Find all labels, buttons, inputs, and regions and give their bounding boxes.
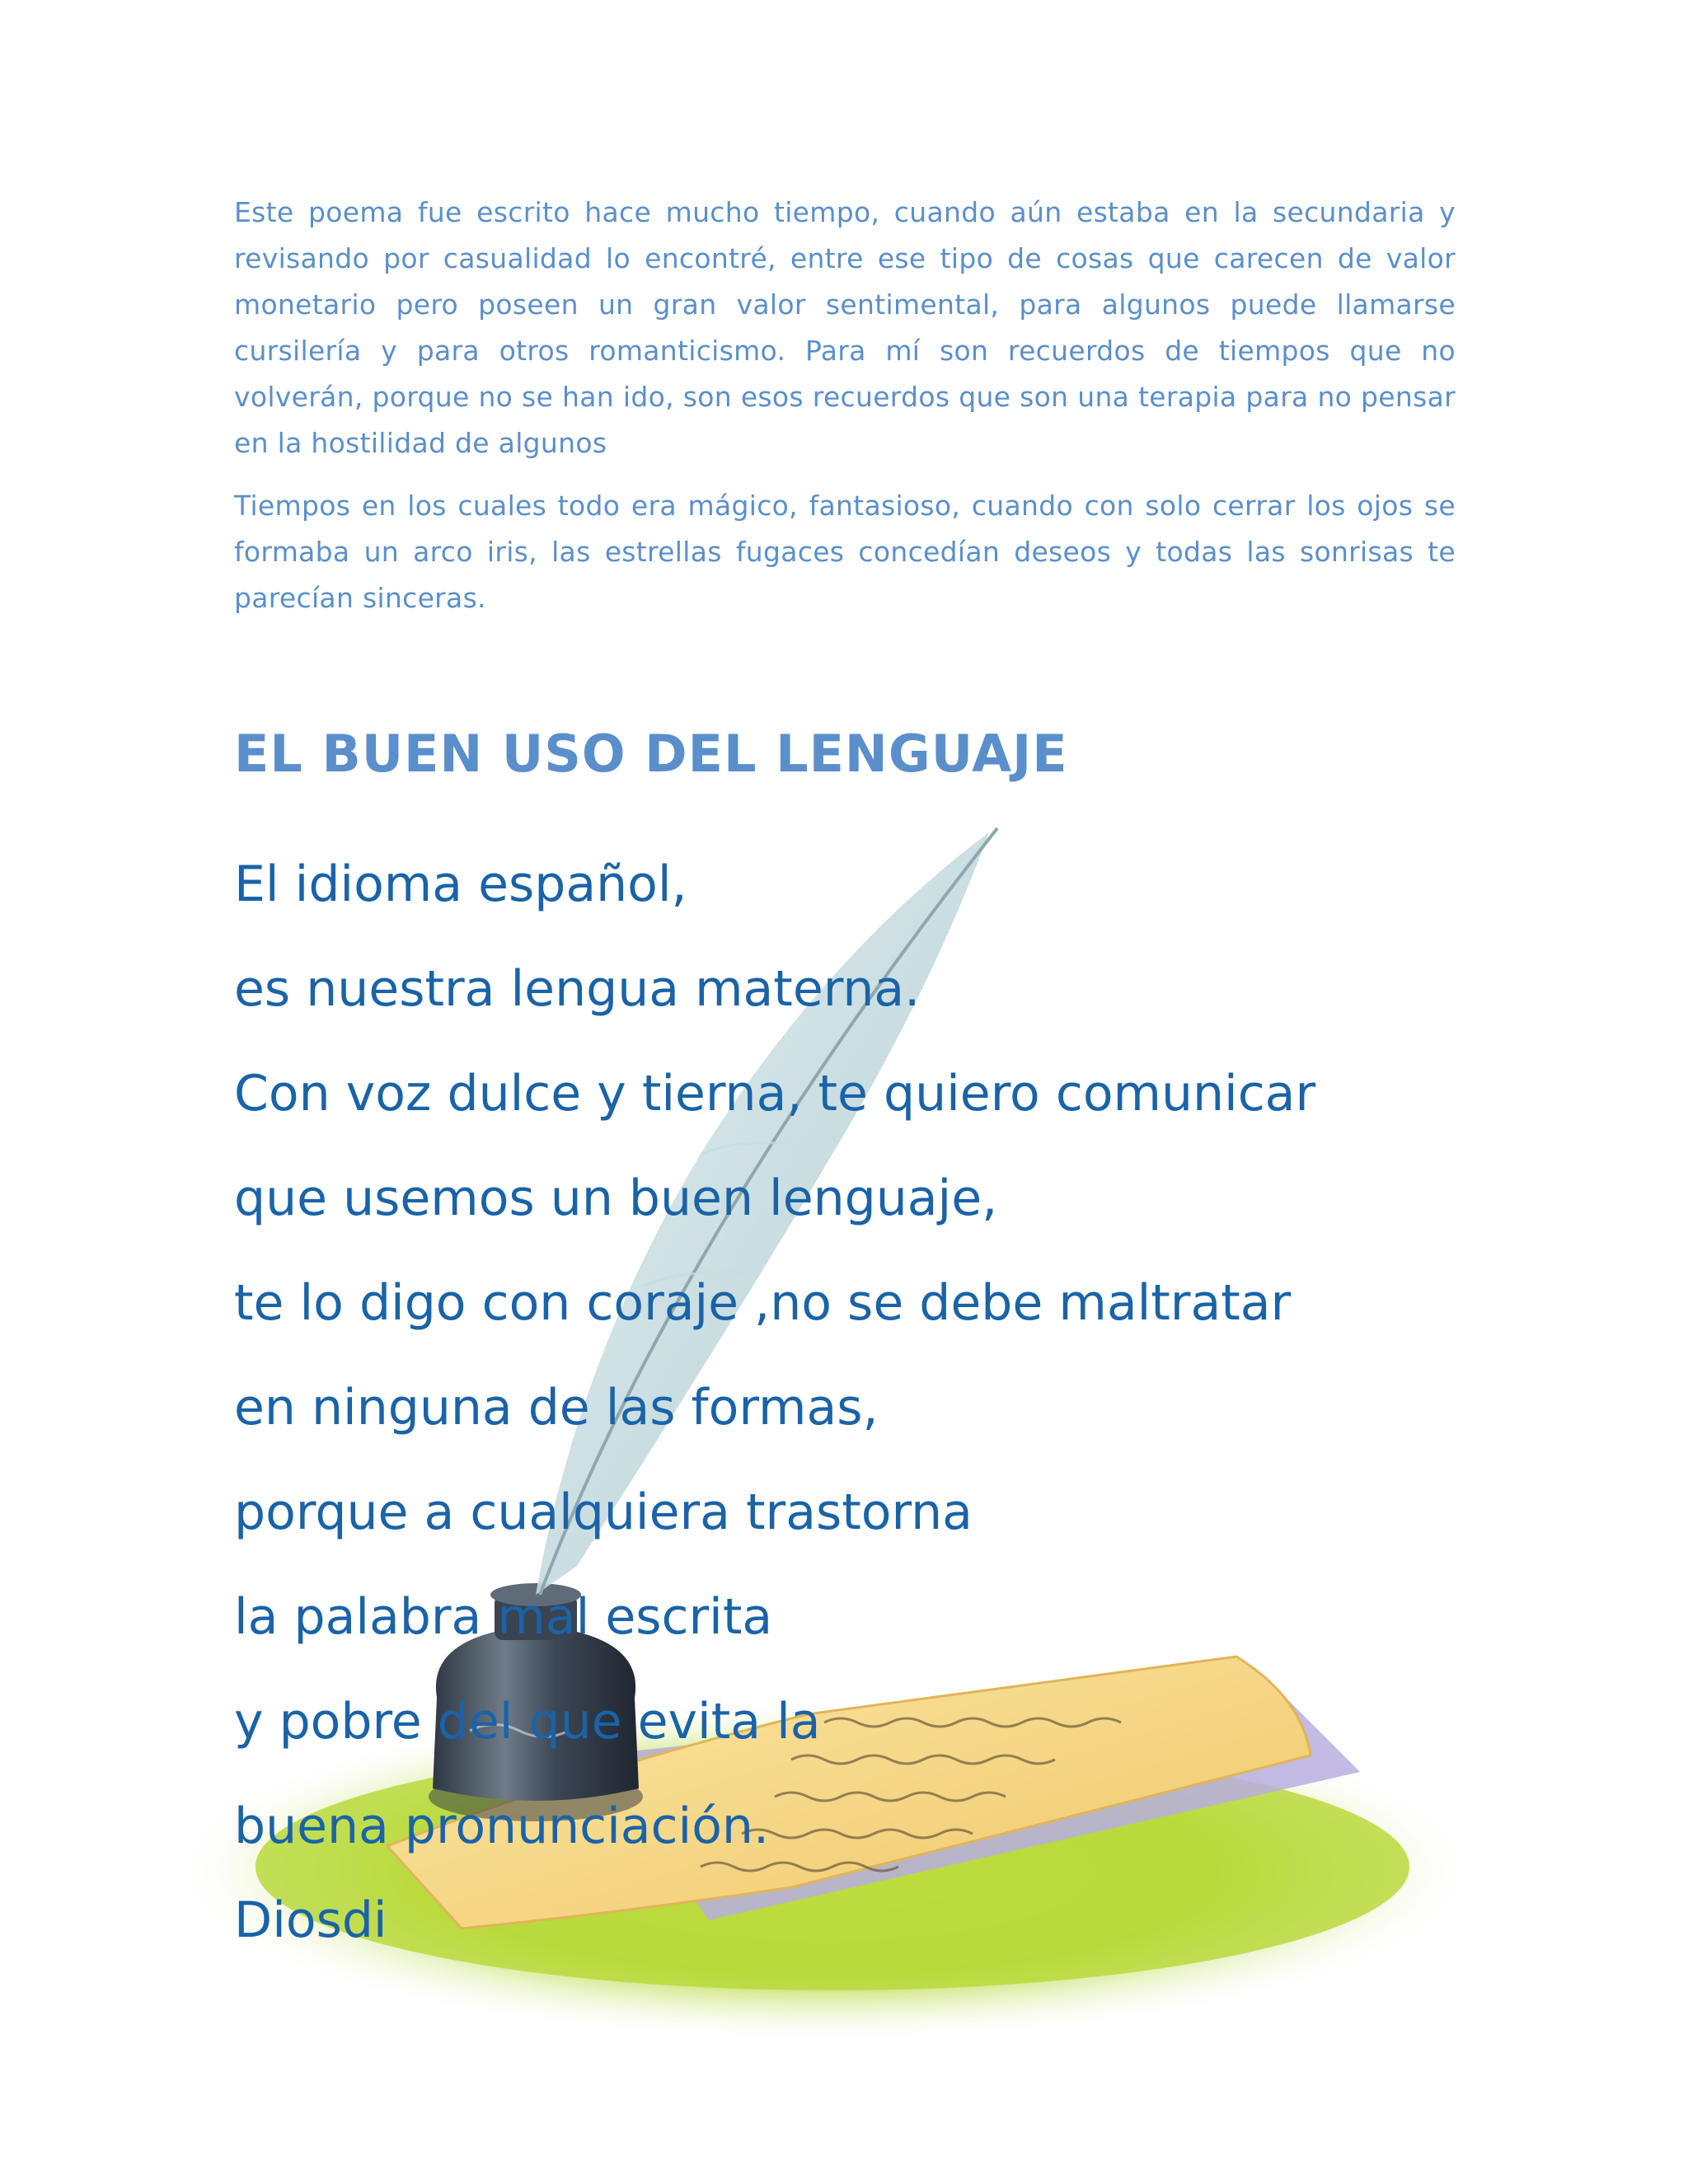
- poem-body: [234, 832, 1315, 1961]
- poem-line: es nuestra lengua materna.: [234, 960, 921, 1018]
- poem-line: El idioma español,: [234, 855, 687, 913]
- poem-line: en ninguna de las formas,: [234, 1379, 879, 1436]
- poem-line: la palabra mal escrita: [234, 1588, 773, 1646]
- intro-paragraph: Tiempos en los cuales todo era mágico, fantasioso, cuando con solo cerrar los ojos se formaba un arco iris, las estrellas fugaces concedían deseos y todas las sonrisas te parecían sinceras.: [234, 490, 1456, 614]
- poem-author: Diosdi: [234, 1891, 387, 1949]
- poem-line: Con voz dulce y tierna, te quiero comunicar: [234, 1065, 1316, 1122]
- intro-text: [234, 190, 1456, 638]
- intro-paragraph: Este poema fue escrito hace mucho tiempo, cuando aún estaba en la secundaria y revisando por casualidad lo encontré, entre ese tipo de cosas que carecen de valor monetario pero poseen un gran valor sentimental, para algunos puede llamarse cursilería y para otros romanticismo. Para mí son recuerdos de tiempos que no volverán, porque no se han ido, son esos recuerdos que son una terapia para no pensar en la hostilidad de algunos: [234, 196, 1456, 459]
- poem-line: porque a cualquiera trastorna: [234, 1483, 973, 1541]
- poem-line: buena pronunciación.: [234, 1797, 770, 1855]
- poem-title: EL BUEN USO DEL LENGUAJE: [234, 724, 1068, 784]
- poem-line: te lo digo con coraje ,no se debe maltratar: [234, 1274, 1292, 1332]
- poem-line: y pobre del que evita la: [234, 1693, 821, 1750]
- poem-line: que usemos un buen lenguaje,: [234, 1169, 998, 1227]
